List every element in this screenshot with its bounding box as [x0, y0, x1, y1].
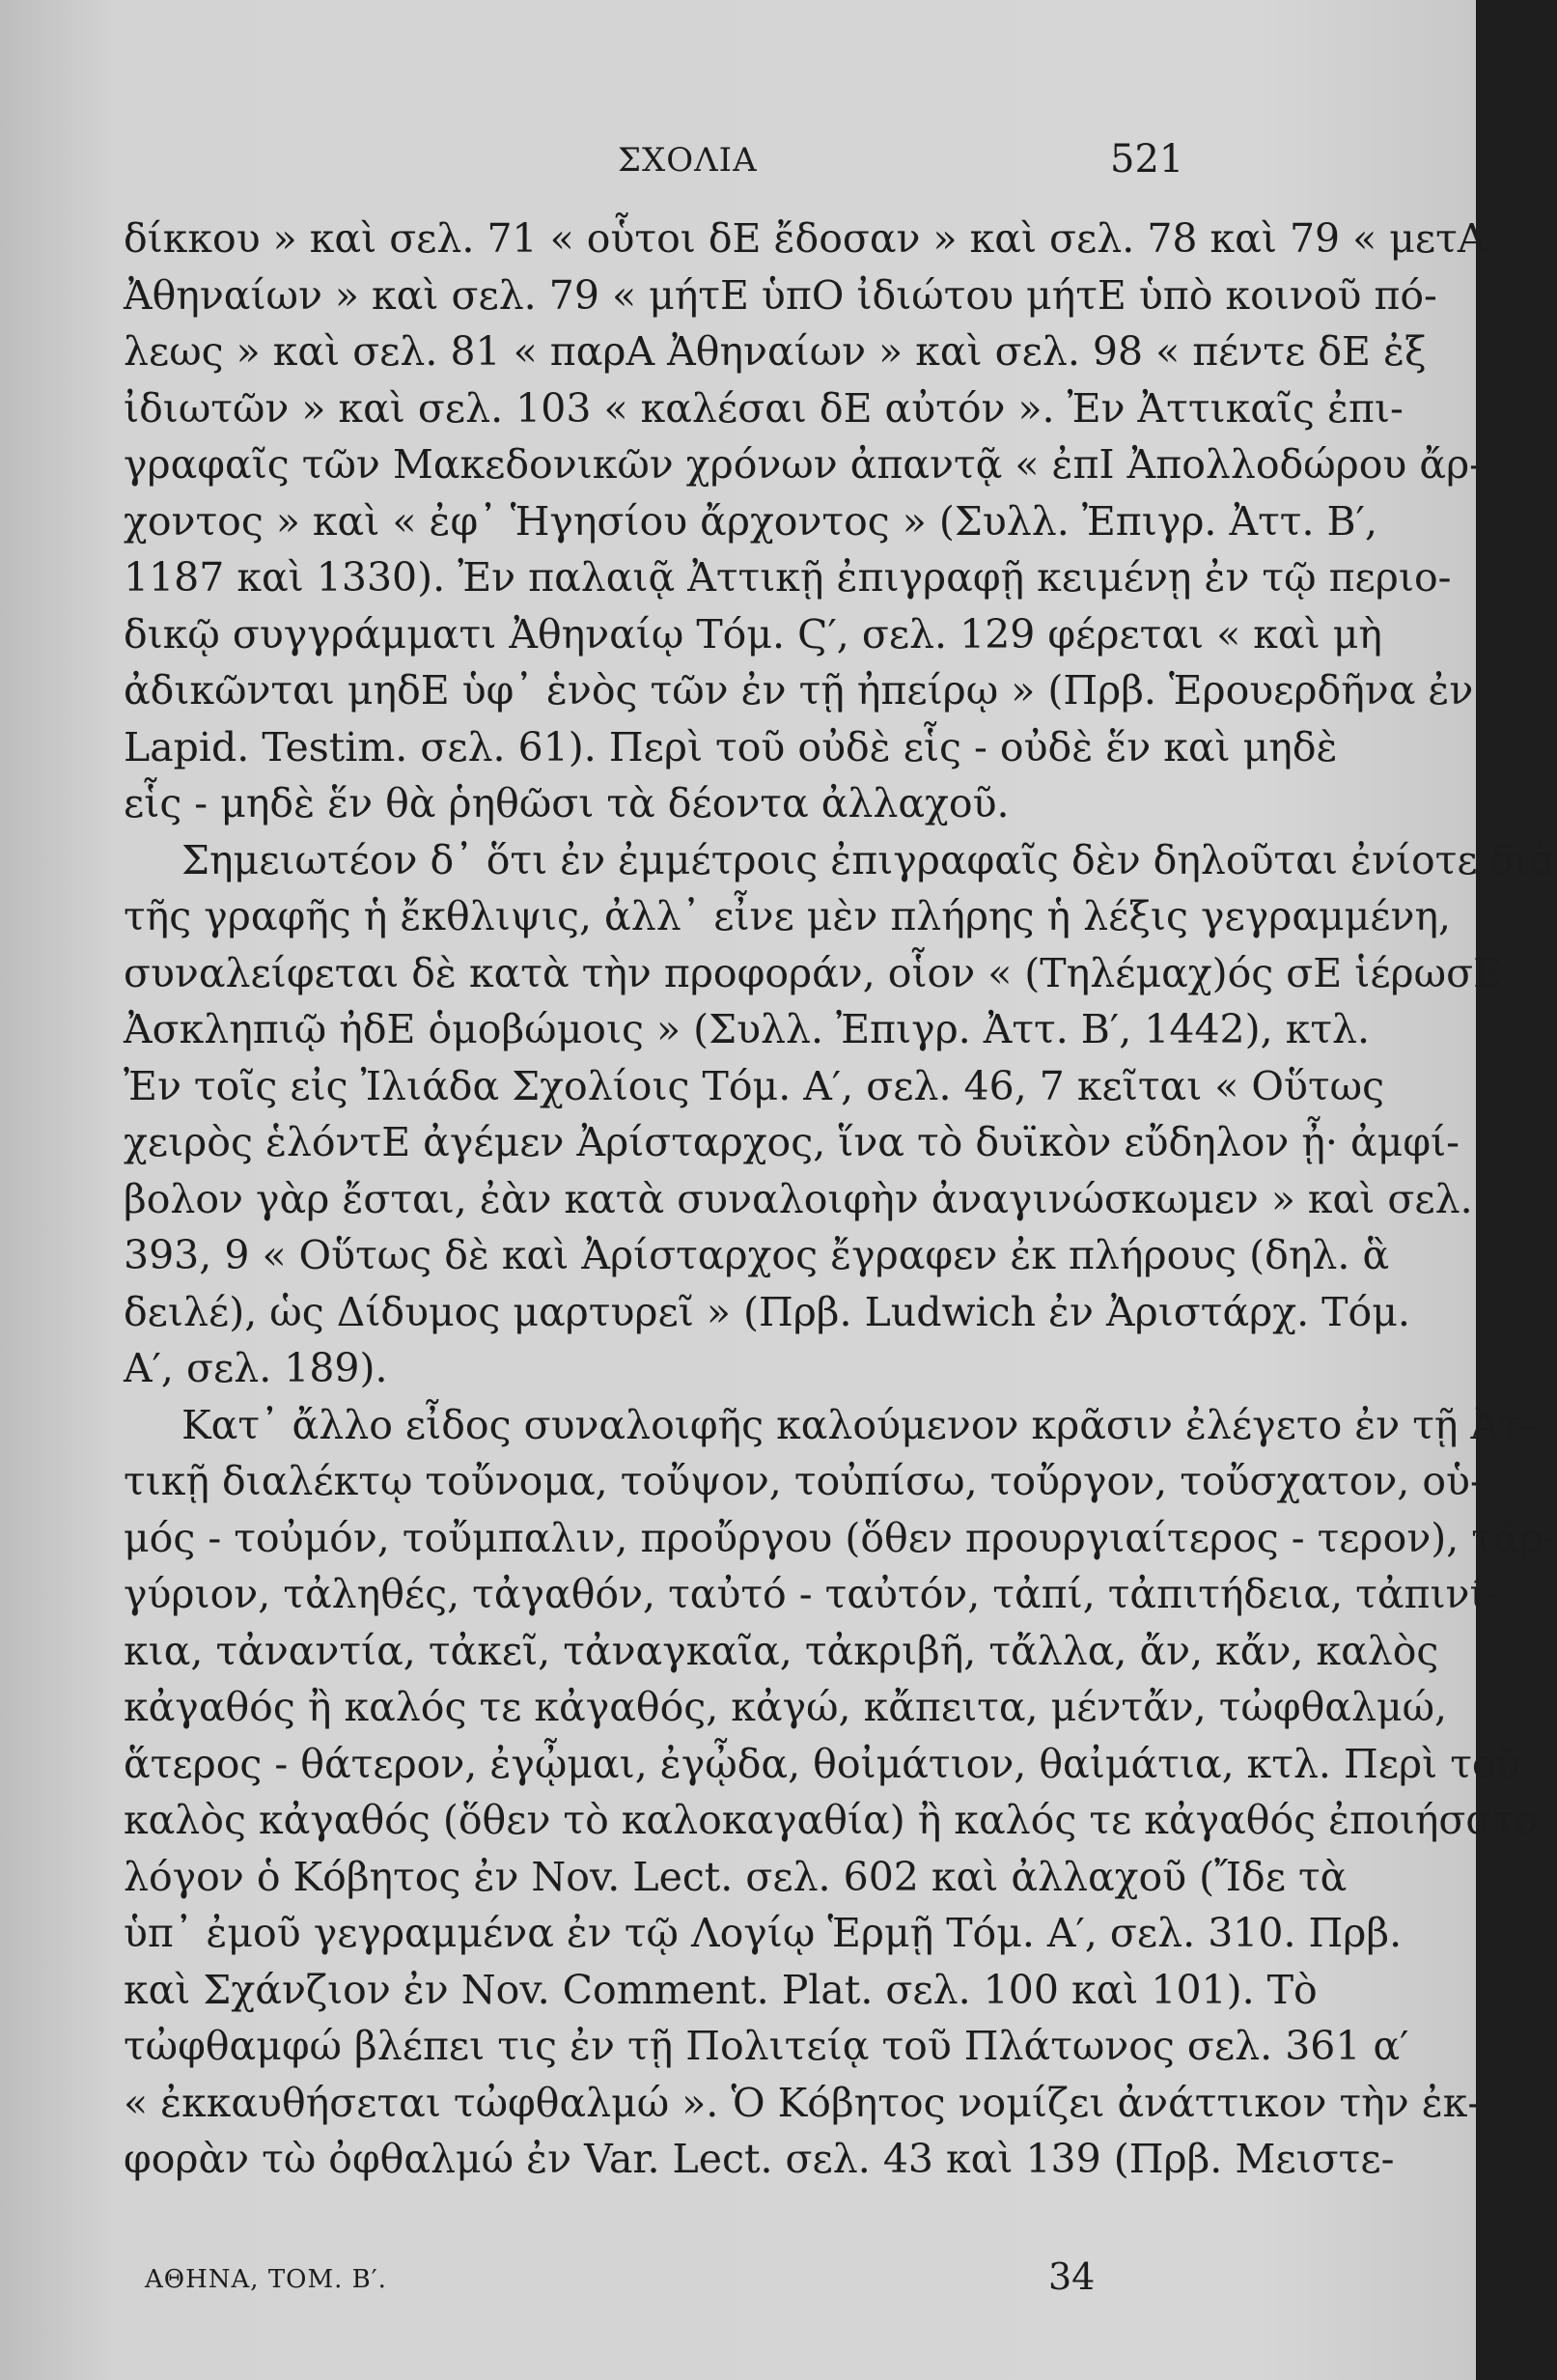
text-line: καὶ Σχάνζιον ἐν Nov. Comment. Plat. σελ. 100 καὶ 101). Τὸ — [124, 1966, 1318, 2013]
paragraph-first-line: Σημειωτέον δ᾽ ὅτι ἐν ἐμμέτροις ἐπιγραφαῖς δὲν δηλοῦται ἐνίοτε διὰ — [181, 836, 1557, 883]
text-line: κια, τἀναντία, τἀκεῖ, τἀναγκαῖα, τἀκριβῆ, τἄλλα, ἄν, κἄν, καλὸς — [124, 1627, 1439, 1674]
text-line: συναλείφεται δὲ κατὰ τὴν προφοράν, οἷον « (Τηλέμαχ)ός σΕ ἱέρωσΕ — [124, 949, 1503, 996]
text-line: τῆς γραφῆς ἡ ἔκθλιψις, ἀλλ᾽ εἶνε μὲν πλήρης ἡ λέξις γεγραμμένη, — [124, 893, 1452, 939]
text-line: ἅτερος - θάτερον, ἐγᾦμαι, ἐγᾦδα, θοἰμάτιον, θαἰμάτια, κτλ. Περὶ τοῦ — [124, 1740, 1520, 1787]
text-line: Lapid. Testim. σελ. 61). Περὶ τοῦ οὐδὲ εἷς - οὐδὲ ἕν καὶ μηδὲ — [124, 723, 1338, 770]
text-line: δειλέ), ὡς Δίδυμος μαρτυρεῖ » (Πρβ. Ludwich ἐν Ἀριστάρχ. Τόμ. — [124, 1288, 1410, 1335]
body-text — [124, 210, 1557, 2188]
page-header — [0, 133, 1476, 191]
text-line: χοντος » καὶ « ἐφ᾽ Ἡγησίου ἄρχοντος » (Συλλ. Ἐπιγρ. Ἀττ. Β′, — [124, 497, 1378, 545]
text-line: ὑπ᾽ ἐμοῦ γεγραμμένα ἐν τῷ Λογίῳ Ἑρμῇ Τόμ. Α′, σελ. 310. Πρβ. — [124, 1910, 1403, 1956]
text-line: Ἀσκληπιῷ ἠδΕ ὁμοβώμοις » (Συλλ. Ἐπιγρ. Ἀττ. Β′, 1442), κτλ. — [124, 1006, 1371, 1052]
text-line: ἰδιωτῶν » καὶ σελ. 103 « καλέσαι δΕ αὐτόν ». Ἐν Ἀττικαῖς ἐπι- — [124, 384, 1404, 432]
text-line: δίκκου » καὶ σελ. 71 « οὗτοι δΕ ἔδοσαν » καὶ σελ. 78 καὶ 79 « μετΑ — [124, 215, 1487, 262]
text-line: λόγον ὁ Κόβητος ἐν Nov. Lect. σελ. 602 καὶ ἀλλαχοῦ (Ἴδε τὰ — [124, 1853, 1348, 1900]
text-line: λεως » καὶ σελ. 81 « παρΑ Ἀθηναίων » καὶ σελ. 98 « πέντε δΕ ἐξ — [124, 328, 1427, 375]
page-number: 521 — [1110, 137, 1184, 182]
text-line: καλὸς κἀγαθός (ὅθεν τὸ καλοκαγαθία) ἢ καλός τε κἀγαθός ἐποιήσατο — [124, 1797, 1539, 1843]
text-line: Ἀθηναίων » καὶ σελ. 79 « μήτΕ ὑπΟ ἰδιώτου μήτΕ ὑπὸ κοινοῦ πό- — [124, 271, 1437, 319]
text-line: εἷς - μηδὲ ἕν θὰ ῥηθῶσι τὰ δέοντα ἀλλαχοῦ. — [124, 780, 1010, 826]
text-line: τικῇ διαλέκτῳ τοὔνομα, τοὔψον, τοὐπίσω, τοὔργον, τοὔσχατον, οὑ- — [124, 1458, 1484, 1504]
signature-mark: ΑΘΗΝΑ, ΤΟΜ. Β′. — [145, 2265, 387, 2294]
text-line: γραφαῖς τῶν Μακεδονικῶν χρόνων ἀπαντᾷ « ἐπΙ Ἀπολλοδώρου ἄρ- — [124, 441, 1484, 488]
text-line: μός - τοὐμόν, τοὔμπαλιν, προὔργου (ὅθεν προυργιαίτερος - τερον), τάρ- — [124, 1514, 1557, 1561]
text-line: Α′, σελ. 189). — [124, 1345, 388, 1391]
running-title: ΣΧΟΛΙΑ — [618, 141, 758, 180]
text-line: χειρὸς ἑλόντΕ ἀγέμεν Ἀρίσταρχος, ἵνα τὸ δυϊκὸν εὔδηλον ᾖ· ἀμφί- — [124, 1119, 1460, 1165]
text-line: φορὰν τὼ ὀφθαλμώ ἐν Var. Lect. σελ. 43 καὶ 139 (Πρβ. Μειστε- — [124, 2136, 1395, 2182]
text-line: Ἐν τοῖς εἰς Ἰλιάδα Σχολίοις Τόμ. Α′, σελ. 46, 7 κεῖται « Οὕτως — [124, 1062, 1385, 1109]
text-line: δικῷ συγγράμματι Ἀθηναίῳ Τόμ. Ϛ′, σελ. 129 φέρεται « καὶ μὴ — [124, 610, 1382, 658]
sheet-number: 34 — [1048, 2255, 1096, 2298]
page-footer — [0, 2255, 1476, 2304]
paragraph-first-line: Κατ᾽ ἄλλο εἶδος συναλοιφῆς καλούμενον κρᾶσιν ἐλέγετο ἐν τῇ Ἀτ- — [181, 1401, 1535, 1448]
text-line: γύριον, τἀληθές, τἀγαθόν, ταὐτό - ταὐτόν, τἀπί, τἀπιτήδεια, τἀπινί- — [124, 1571, 1499, 1617]
text-line: κἀγαθός ἢ καλός τε κἀγαθός, κἀγώ, κἄπειτα, μέντἄν, τὠφθαλμώ, — [124, 1684, 1448, 1730]
text-line: τὠφθαμφώ βλέπει τις ἐν τῇ Πολιτείᾳ τοῦ Πλάτωνος σελ. 361 α′ — [124, 2023, 1409, 2069]
text-line: 393, 9 « Οὕτως δὲ καὶ Ἀρίσταρχος ἔγραφεν ἐκ πλήρους (δηλ. ἃ — [124, 1232, 1390, 1278]
text-line: βολον γὰρ ἔσται, ἐὰν κατὰ συναλοιφὴν ἀναγινώσκωμεν » καὶ σελ. — [124, 1175, 1473, 1222]
text-line: ἀδικῶνται μηδΕ ὑφ᾽ ἑνὸς τῶν ἐν τῇ ἠπείρῳ » (Πρβ. Ἑρουερδῆνα ἐν — [124, 667, 1474, 714]
text-line: 1187 καὶ 1330). Ἐν παλαιᾷ Ἀττικῇ ἐπιγραφῇ κειμένῃ ἐν τῷ περιο- — [124, 554, 1452, 601]
text-line: « ἐκκαυθήσεται τὠφθαλμώ ». Ὁ Κόβητος νομίζει ἀνάττικον τὴν ἐκ- — [124, 2079, 1482, 2126]
